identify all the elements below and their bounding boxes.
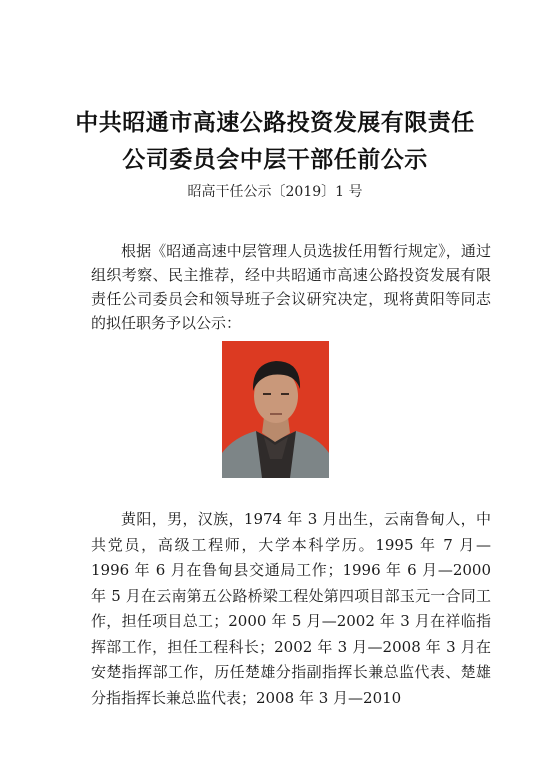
profile-paragraph: 黄阳，男，汉族，1974 年 3 月出生，云南鲁甸人，中共党员，高级工程师，大学本科学历。1995 年 7 月—1996 年 6 月在鲁甸县交通局工作；1996 年 6 月—2000 年 5 月在云南第五公路桥梁工程处第四项目部玉元一合同工作，担任项目总工；2000 年 5 月—2002 年 3 月在祥临指挥部工作，担任工程科长；2002 年 3 月—2008 年 3 月在安楚指挥部工作，历任楚雄分指副指挥长兼总监代表、楚雄分指指挥长兼总监代表；2008 年 3 月—2010 [91,510,491,707]
portrait-photo-icon [222,341,329,478]
document-number: 昭高干任公示〔2019〕1 号 [187,184,363,200]
intro-paragraph: 根据《昭通高速中层管理人员选拔任用暂行规定》，通过组织考察、民主推荐，经中共昭通市高速公路投资发展有限责任公司委员会和领导班子会议研究决定，现将黄阳等同志的拟任职务予以公示： [91,242,491,332]
document-title-line-2: 公司委员会中层干部任前公示 [122,147,428,173]
document-title-line-1: 中共昭通市高速公路投资发展有限责任 [75,110,475,136]
portrait-photo [222,341,329,478]
